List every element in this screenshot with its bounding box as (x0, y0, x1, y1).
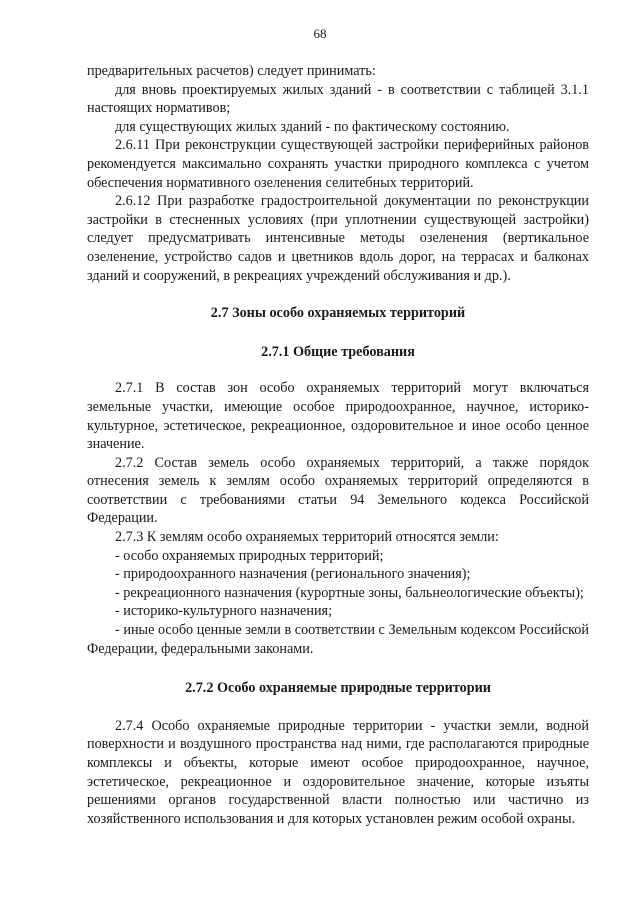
subsection-heading: 2.7.2 Особо охраняемые природные территории (185, 680, 491, 697)
list-item: - рекреационного назначения (курортные зоны, бальнеологические объекты); (115, 584, 584, 601)
paragraph: для вновь проектируемых жилых зданий - в соответствии с таблицей 3.1.1 настоящих нормативов; (87, 81, 589, 117)
list-item: - историко-культурного назначения; (115, 603, 333, 620)
list-item: - иные особо ценные земли в соответствии с Земельным кодексом Российской Федерации, федеральными законами. (87, 622, 589, 657)
paragraph: для существующих жилых зданий - по фактическому состоянию. (115, 118, 510, 135)
paragraph: 2.7.3 К землям особо охраняемых территорий относятся земли: (115, 529, 499, 546)
list-item: - природоохранного назначения (регионального значения); (115, 566, 471, 583)
paragraph: 2.6.12 При разработке градостроительной документации по реконструкции застройки в стесненных условиях (при уплотнении существующей застройки) следует предусматривать интенсивные методы озеленения (вертикальное озеленение, устройство садов и цветников вдоль дорог, на террасах и балконах зданий и сооружений, в рекреациях учреждений обслуживания и др.). (87, 193, 589, 284)
page-content (87, 62, 589, 828)
list-item: - особо охраняемых природных территорий; (115, 547, 384, 564)
paragraph: предварительных расчетов) следует принимать: (87, 63, 376, 79)
paragraph: 2.6.11 При реконструкции существующей застройки периферийных районов рекомендуется максимально сохранять участки природного комплекса с учетом обеспечения нормативного озеленения селитебных территорий. (87, 137, 589, 191)
paragraph: 2.7.4 Особо охраняемые природные территории - участки земли, водной поверхности и воздушного пространства над ними, где располагаются природные комплексы и объекты, которые имеют особое природоохранное, научное, эстетическое, рекреационное и оздоровительное значение, которые изъяты решениями органов государственной власти полностью или частично из хозяйственного использования и для которых установлен режим особой охраны. (87, 717, 589, 827)
paragraph: 2.7.1 В состав зон особо охраняемых территорий могут включаться земельные участки, имеющие особое природоохранное, научное, историко-культурное, эстетическое, рекреационное, оздоровительное и иное особо ценное значение. (87, 380, 589, 453)
paragraph: 2.7.2 Состав земель особо охраняемых территорий, а также порядок отнесения земель к землям особо охраняемых территорий определяются в соответствии с требованиями статьи 94 Земельного кодекса Российской Федерации. (87, 454, 589, 527)
section-heading: 2.7 Зоны особо охраняемых территорий (210, 305, 466, 322)
subsection-heading: 2.7.1 Общие требования (261, 343, 415, 360)
page-number: 68 (313, 26, 327, 41)
